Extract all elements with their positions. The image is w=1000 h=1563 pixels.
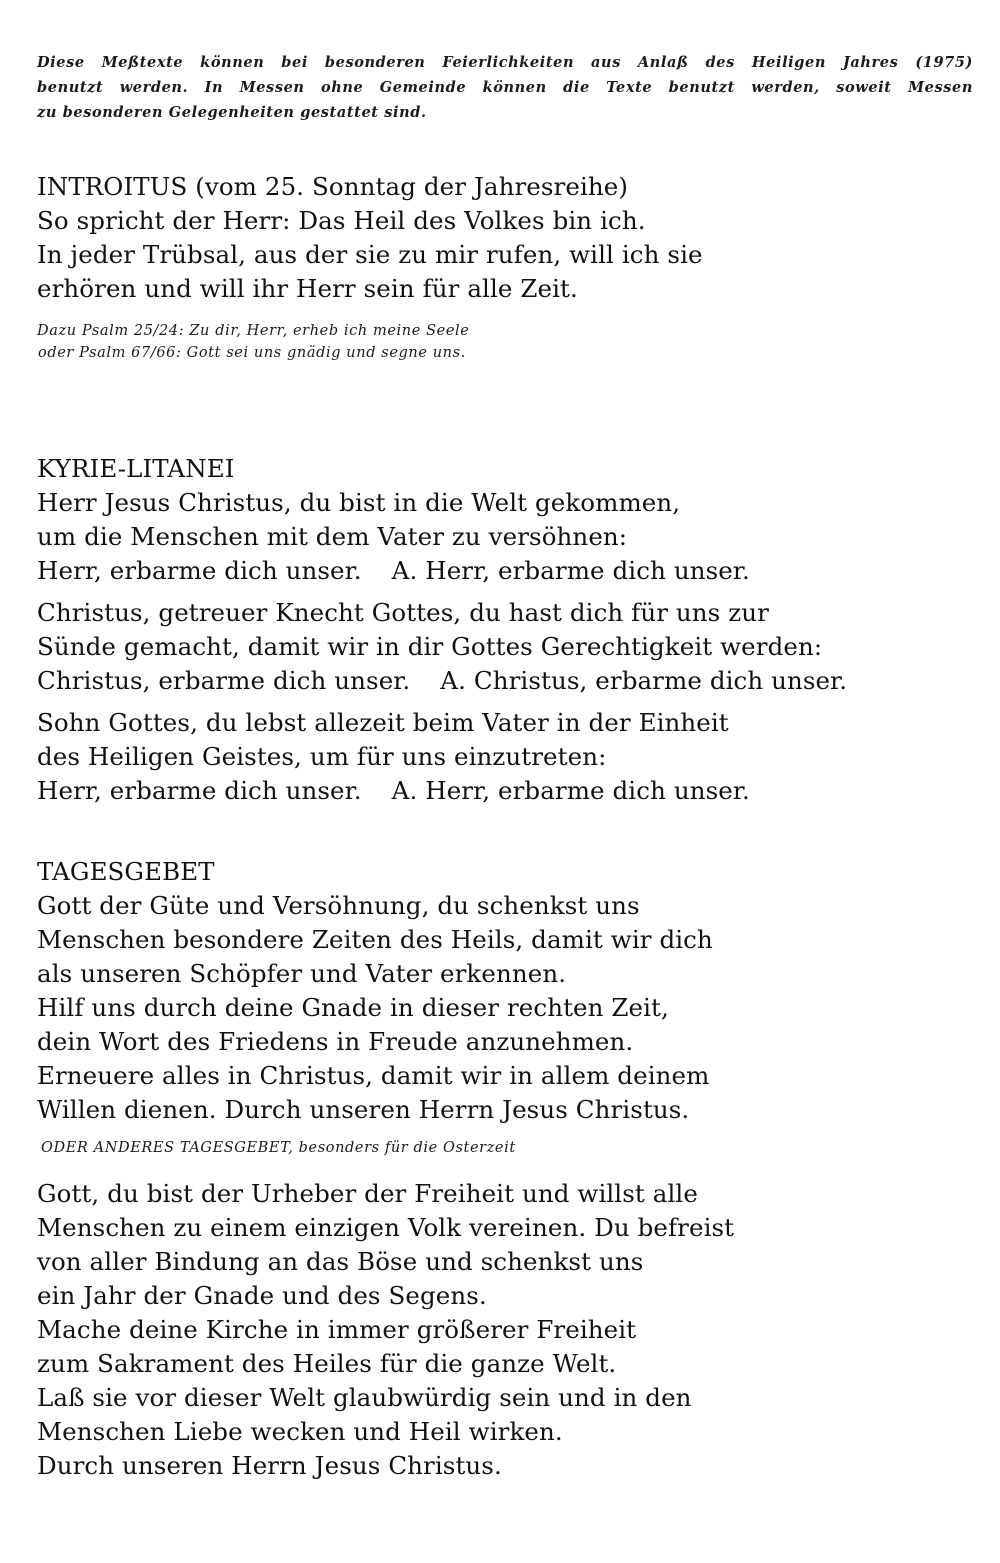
kyrie-call: Christus, erbarme dich unser. — [37, 666, 411, 695]
kyrie-line: des Heiligen Geistes, um für uns einzutreten: — [37, 742, 607, 771]
tagesgebet-heading: TAGESGEBET — [37, 857, 215, 886]
introitus-line: erhören und will ihr Herr sein für alle Zeit. — [37, 274, 578, 303]
kyrie-line: Sünde gemacht, damit wir in dir Gottes Gerechtigkeit werden: — [37, 632, 823, 661]
introitus-section — [37, 170, 703, 364]
tagesgebet-line: Menschen besondere Zeiten des Heils, damit wir dich — [37, 925, 713, 954]
intro-note-line: zu besonderen Gelegenheiten gestattet sind. — [37, 104, 427, 121]
tagesgebet-line: Hilf uns durch deine Gnade in dieser rechten Zeit, — [37, 993, 669, 1022]
intro-note-line: Diese Meßtexte können bei besonderen Feierlichkeiten aus Anlaß des Heiligen Jahres (1975) — [37, 54, 973, 71]
alt-prayer — [37, 1177, 734, 1483]
kyrie-invocation — [37, 486, 847, 588]
tagesgebet-line: Willen dienen. Durch unseren Herrn Jesus Christus. — [37, 1095, 690, 1124]
introitus-line: So spricht der Herr: Das Heil des Volkes bin ich. — [37, 206, 646, 235]
alt-prayer-line: ein Jahr der Gnade und des Segens. — [37, 1281, 487, 1310]
tagesgebet-line: Erneuere alles in Christus, damit wir in allem deinem — [37, 1061, 710, 1090]
kyrie-call-line — [37, 664, 847, 698]
alt-prayer-note-text: ODER ANDERES TAGESGEBET, besonders für die Osterzeit — [41, 1140, 516, 1156]
alt-prayer-line: Menschen Liebe wecken und Heil wirken. — [37, 1417, 563, 1446]
kyrie-call: Herr, erbarme dich unser. — [37, 776, 362, 805]
kyrie-response: A. Christus, erbarme dich unser. — [440, 666, 848, 695]
alt-prayer-line: Laß sie vor dieser Welt glaubwürdig sein und in den — [37, 1383, 692, 1412]
kyrie-call-line — [37, 774, 847, 808]
kyrie-response: A. Herr, erbarme dich unser. — [391, 556, 750, 585]
kyrie-line: Christus, getreuer Knecht Gottes, du hast dich für uns zur — [37, 598, 769, 627]
kyrie-response: A. Herr, erbarme dich unser. — [391, 776, 750, 805]
psalm-note-line: Dazu Psalm 25/24: Zu dir, Herr, erheb ich meine Seele — [37, 323, 470, 339]
alt-prayer-line: Mache deine Kirche in immer größerer Freiheit — [37, 1315, 637, 1344]
psalm-note — [37, 320, 703, 364]
kyrie-line: Sohn Gottes, du lebst allezeit beim Vater in der Einheit — [37, 708, 729, 737]
kyrie-call: Herr, erbarme dich unser. — [37, 556, 362, 585]
kyrie-line: um die Menschen mit dem Vater zu versöhnen: — [37, 522, 628, 551]
tagesgebet-line: Gott der Güte und Versöhnung, du schenkst uns — [37, 891, 640, 920]
kyrie-line: Herr Jesus Christus, du bist in die Welt gekommen, — [37, 488, 681, 517]
alt-prayer-line: von aller Bindung an das Böse und schenkst uns — [37, 1247, 644, 1276]
alt-prayer-line: Menschen zu einem einzigen Volk vereinen. Du befreist — [37, 1213, 735, 1242]
alt-prayer-line: zum Sakrament des Heiles für die ganze Welt. — [37, 1349, 617, 1378]
alt-prayer-line: Gott, du bist der Urheber der Freiheit und willst alle — [37, 1179, 698, 1208]
kyrie-section — [37, 452, 847, 808]
tagesgebet-line: dein Wort des Friedens in Freude anzunehmen. — [37, 1027, 634, 1056]
tagesgebet-line: als unseren Schöpfer und Vater erkennen. — [37, 959, 567, 988]
kyrie-heading: KYRIE-LITANEI — [37, 454, 235, 483]
intro-note-line: benutzt werden. In Messen ohne Gemeinde können die Texte benutzt werden, soweit Messen — [37, 79, 973, 96]
kyrie-call-line — [37, 554, 847, 588]
tagesgebet-section — [37, 855, 734, 1483]
introitus-heading: INTROITUS (vom 25. Sonntag der Jahresreihe) — [37, 172, 629, 201]
intro-note — [37, 50, 973, 125]
alt-prayer-line: Durch unseren Herrn Jesus Christus. — [37, 1451, 502, 1480]
kyrie-invocation — [37, 596, 847, 698]
introitus-line: In jeder Trübsal, aus der sie zu mir rufen, will ich sie — [37, 240, 703, 269]
kyrie-invocation — [37, 706, 847, 808]
psalm-note-line: oder Psalm 67/66: Gott sei uns gnädig und segne uns. — [38, 345, 466, 361]
alt-prayer-note — [37, 1137, 734, 1159]
